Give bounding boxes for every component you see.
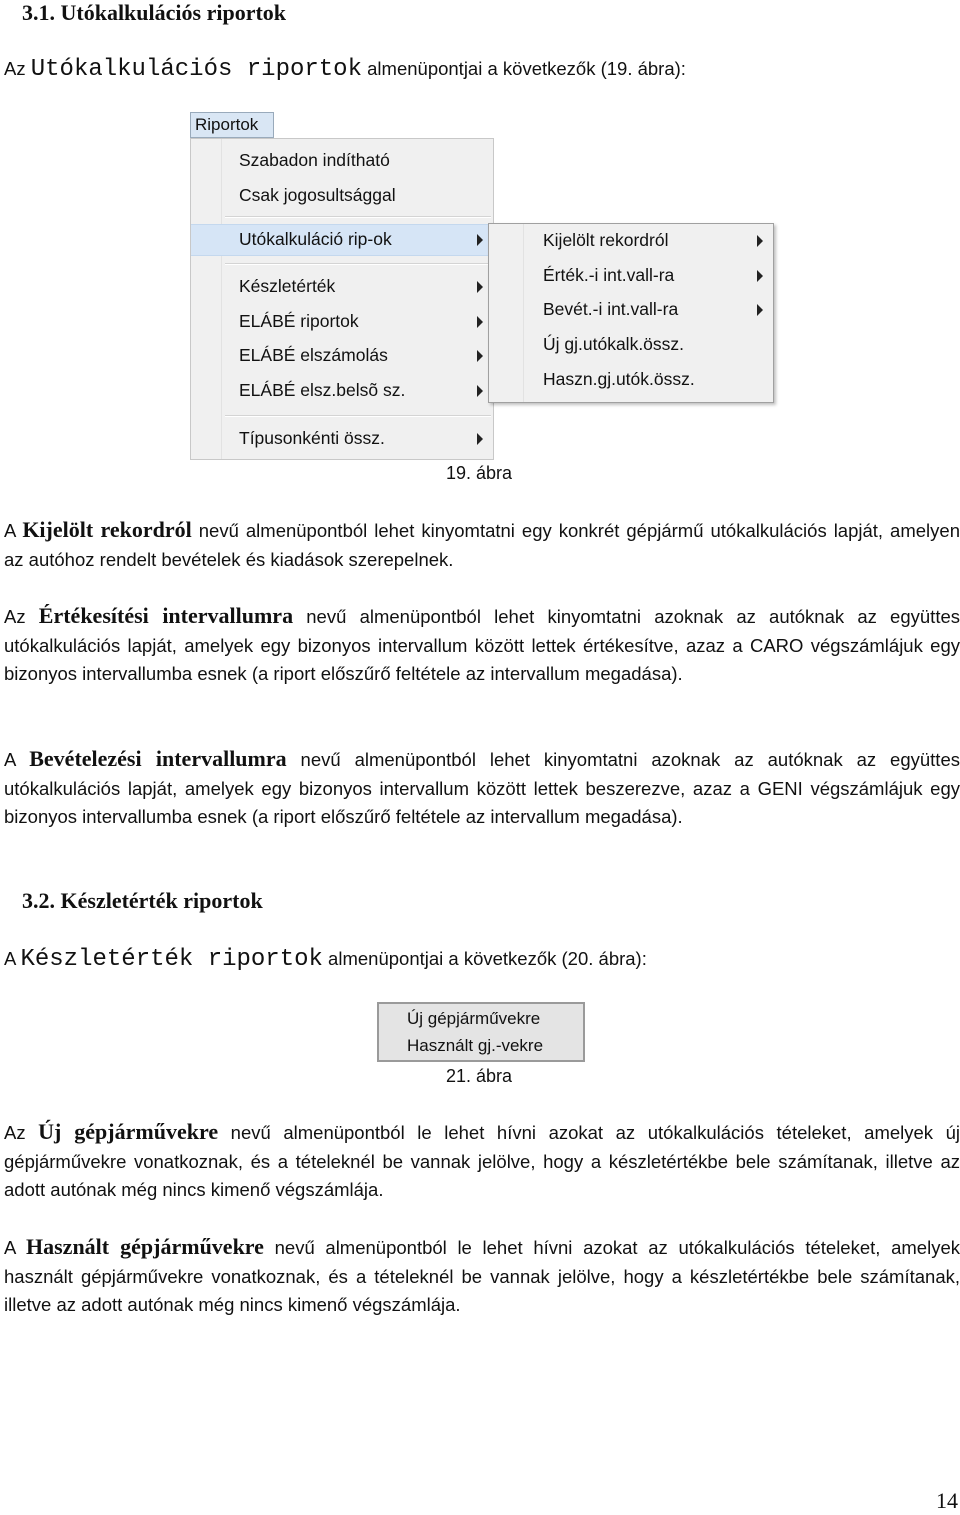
submenu-arrow-icon <box>477 350 483 362</box>
paragraph-hasznalt-gepjarmuvekre <box>4 1233 960 1320</box>
paragraph-prefix: A <box>4 749 30 770</box>
paragraph-body: nevű almenüpontból lehet kinyomtatni egy konkrét gépjármű utókalkulációs lapját, amelyen az autóhoz rendelt bevételek és kiadások szerepelnek. <box>4 520 960 570</box>
intro-menu-name: Utókalkulációs riportok <box>30 56 362 83</box>
menu-item-elabe-elszamolas[interactable] <box>191 341 493 371</box>
menu-item-label: Érték.-i int.vall-ra <box>543 265 675 285</box>
section-intro-2 <box>4 946 647 973</box>
paragraph-term: Értékesítési intervallumra <box>38 603 294 628</box>
submenu-item-ertek-int[interactable] <box>489 261 773 291</box>
utokalkulacio-submenu <box>488 223 774 403</box>
intro-suffix: almenüpontjai a következők (19. ábra): <box>362 58 686 79</box>
section-intro <box>4 56 686 83</box>
paragraph-body: nevű almenüpontból le lehet hívni azokat az utókalkulációs tételeket, amelyek használt gépjárművekre vonatkoznak, és a tételeknél be vannak jelölve, hogy a készletértékbe bele számítanak, illetve az adott autónak még nincs kimenő végszámlája. <box>4 1237 960 1315</box>
figure-caption-21: 21. ábra <box>446 1066 513 1086</box>
menu-item-label: Új gj.utókalk.össz. <box>543 334 685 354</box>
submenu-item-kijelolt-rekordrol[interactable] <box>489 226 773 256</box>
section-heading-3-2: 3.2. Készletérték riportok <box>22 888 263 913</box>
menu-item-tipusonkenti[interactable] <box>191 424 493 454</box>
paragraph-kijelolt-rekordrol <box>4 516 960 574</box>
paragraph-prefix: A <box>4 1237 26 1258</box>
intro-suffix: almenüpontjai a következők (20. ábra): <box>322 948 647 969</box>
menu-figure-19 <box>190 112 775 460</box>
menu-item-elabe-riportok[interactable] <box>191 307 493 337</box>
paragraph-uj-gepjarmuvekre <box>4 1118 960 1205</box>
menu-separator <box>225 263 491 265</box>
figure-caption-19: 19. ábra <box>446 463 513 483</box>
paragraph-body: nevű almenüpontból le lehet hívni azokat az utókalkulációs tételeket, amelyek új gépjárművekre vonatkoznak, és a tételeknél be vannak jelölve, hogy a készletértékbe bele számítanak, illetve az adott autónak még nincs kimenő végszámlája. <box>4 1122 960 1200</box>
paragraph-term: Kijelölt rekordról <box>22 517 192 542</box>
submenu-arrow-icon <box>477 281 483 293</box>
intro-prefix: Az <box>4 58 31 79</box>
page-number: 14 <box>936 1488 958 1513</box>
paragraph-prefix: A <box>4 520 23 541</box>
submenu-arrow-icon <box>477 316 483 328</box>
menu-item-label: Kijelölt rekordról <box>543 230 669 250</box>
menubar-riportok[interactable]: Riportok <box>190 112 274 138</box>
menu-item-keszletertek[interactable] <box>191 272 493 302</box>
menu-separator <box>225 216 491 218</box>
menu-item-label: Bevét.-i int.vall-ra <box>543 299 679 319</box>
menu-item-label: ELÁBÉ riportok <box>239 311 359 331</box>
paragraph-term: Használt gépjárművekre <box>26 1234 264 1259</box>
submenu-arrow-icon <box>477 234 483 246</box>
paragraph-prefix: Az <box>4 1122 39 1143</box>
menu-item-utokalkulacio[interactable] <box>191 224 493 256</box>
menu-item-label: Szabadon indítható <box>239 150 390 170</box>
paragraph-term: Bevételezési intervallumra <box>29 746 287 771</box>
menu-item-label: ELÁBÉ elsz.belsõ sz. <box>239 380 406 400</box>
menu-item-label: Készletérték <box>239 276 336 296</box>
section-heading-3-1: 3.1. Utókalkulációs riportok <box>22 0 287 25</box>
menu-item-hasznalt-gj[interactable]: Használt gj.-vekre <box>407 1036 544 1055</box>
submenu-item-uj-gj-utokalk[interactable] <box>489 330 773 360</box>
menu-item-szabadon[interactable] <box>191 146 493 176</box>
menu-item-elabe-elsz-belso[interactable] <box>191 376 493 406</box>
submenu-arrow-icon <box>757 235 763 247</box>
menu-item-label: Típusonkénti össz. <box>239 428 385 448</box>
menu-separator <box>225 415 491 417</box>
paragraph-term: Új gépjárművekre <box>38 1119 219 1144</box>
menu-item-label: Csak jogosultsággal <box>239 185 396 205</box>
menu-item-csak-jogosultsaggal[interactable] <box>191 181 493 211</box>
main-dropdown-menu <box>190 138 494 460</box>
menu-figure-21 <box>377 1002 585 1062</box>
intro-prefix: A <box>4 948 21 969</box>
submenu-item-haszn-gj-utok[interactable] <box>489 365 773 395</box>
menu-item-label: Utókalkuláció rip-ok <box>239 229 392 249</box>
paragraph-body: nevű almenüpontból lehet kinyomtatni azoknak az autóknak az együttes utókalkulációs lapját, amelyek egy bizonyos intervallum között lettek értékesítve, azaz a CARO végszámlájuk egy bizonyos intervallumba esnek (a riport előszűrő feltétele az intervallum megadása). <box>4 606 960 684</box>
paragraph-ertekesitesi <box>4 602 960 689</box>
submenu-arrow-icon <box>757 304 763 316</box>
submenu-item-bevet-int[interactable] <box>489 295 773 325</box>
paragraph-prefix: Az <box>4 606 39 627</box>
menu-item-label: ELÁBÉ elszámolás <box>239 345 388 365</box>
paragraph-bevetelezesi <box>4 745 960 832</box>
intro-menu-name: Készletérték riportok <box>20 946 323 973</box>
paragraph-body: nevű almenüpontból lehet kinyomtatni azoknak az autóknak az együttes utókalkulációs lapját, amelyek egy bizonyos intervallum között lettek beszerezve, azaz a GENI végszámlájuk egy bizonyos intervallumba esnek (a riport előszűrő feltétele az intervallum megadása). <box>4 749 960 827</box>
menu-item-label: Haszn.gj.utók.össz. <box>543 369 695 389</box>
submenu-arrow-icon <box>477 385 483 397</box>
menu-item-uj-gepjarmuvekre[interactable]: Új gépjárművekre <box>407 1009 541 1028</box>
submenu-arrow-icon <box>477 433 483 445</box>
submenu-arrow-icon <box>757 270 763 282</box>
